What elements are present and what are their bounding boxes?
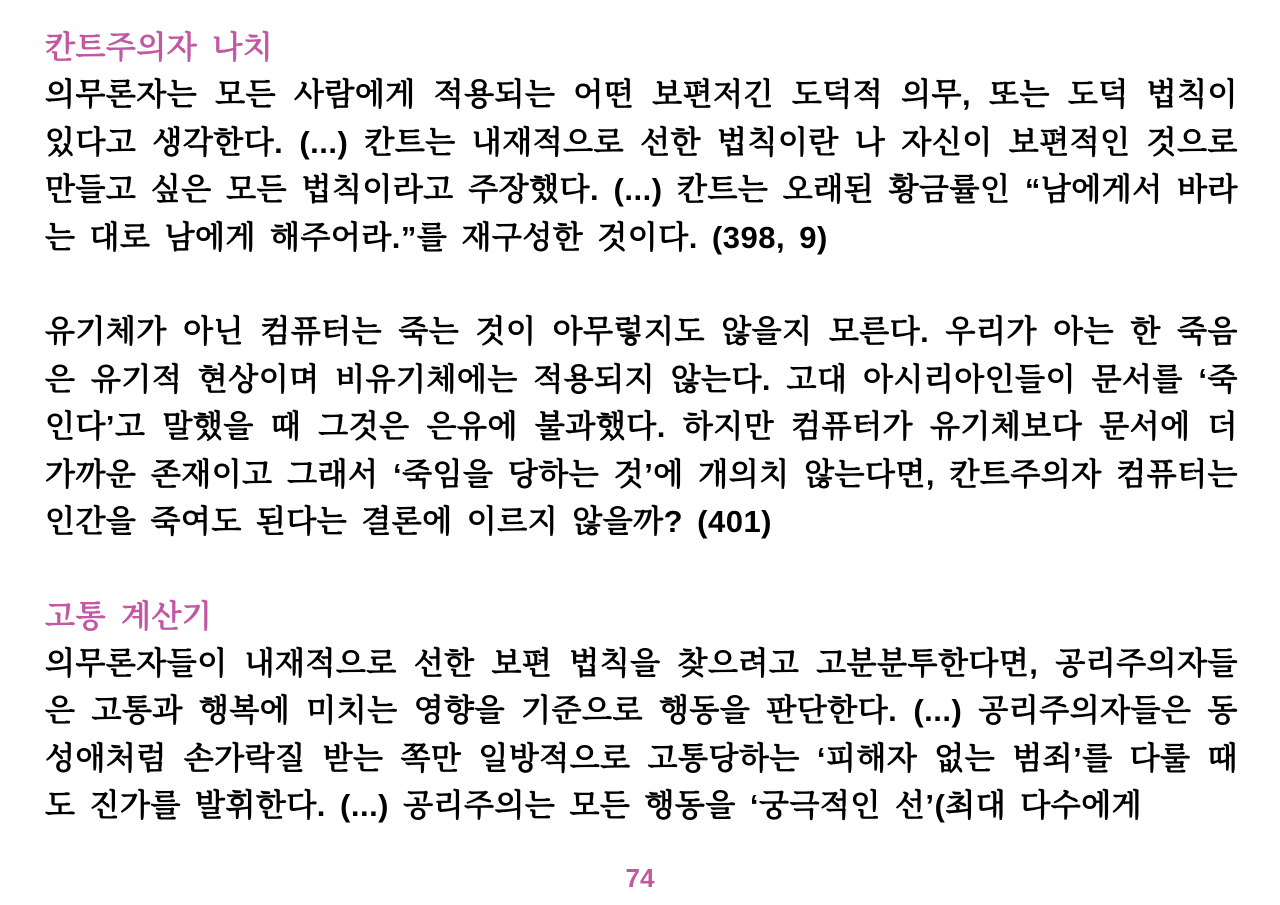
- page-content: [45, 24, 1238, 830]
- section-heading-kantian-nazi: 칸트주의자 나치: [45, 30, 274, 65]
- section-heading-pain-calculator: 고통 계산기: [45, 598, 213, 634]
- paragraph-computer-death-quote: 유기체가 아닌 컴퓨터는 죽는 것이 아무렇지도 않을지 모른다. 우리가 아는 한 죽음은 유기적 현상이며 비유기체에는 적용되지 않는다. 고대 아시리아인들이 문서를 ‘죽인다’고 말했을 때 그것은 은유에 불과했다. 하지만 컴퓨터가 유기체보다 문서에 더 가까운 존재이고 그래서 ‘죽임을 당하는 것’에 개의치 않는다면, 칸트주의자 컴퓨터는 인간을 죽여도 된다는 결론에 이르지 않을까? (401): [45, 314, 1238, 539]
- page-number: 74: [625, 863, 655, 893]
- paragraph-utilitarian-quote: 의무론자들이 내재적으로 선한 보편 법칙을 찾으려고 고분분투한다면, 공리주의자들은 고통과 행복에 미치는 영향을 기준으로 행동을 판단한다. (...) 공리주의자들은 동성애처럼 손가락질 받는 쪽만 일방적으로 고통당하는 ‘피해자 없는 범죄’를 다룰 때도 진가를 발휘한다. (...) 공리주의는 모든 행동을 ‘궁극적인 선’(최대 다수에게: [45, 645, 1238, 823]
- paragraph-deontology-quote: 의무론자는 모든 사람에게 적용되는 어떤 보편저긴 도덕적 의무, 또는 도덕 법칙이 있다고 생각한다. (...) 칸트는 내재적으로 선한 법칙이란 나 자신이 보편적인 것으로 만들고 싶은 모든 법칙이라고 주장했다. (...) 칸트는 오래된 황금률인 “남에게서 바라는 대로 남에게 해주어라.”를 재구성한 것이다. (398, 9): [45, 77, 1238, 255]
